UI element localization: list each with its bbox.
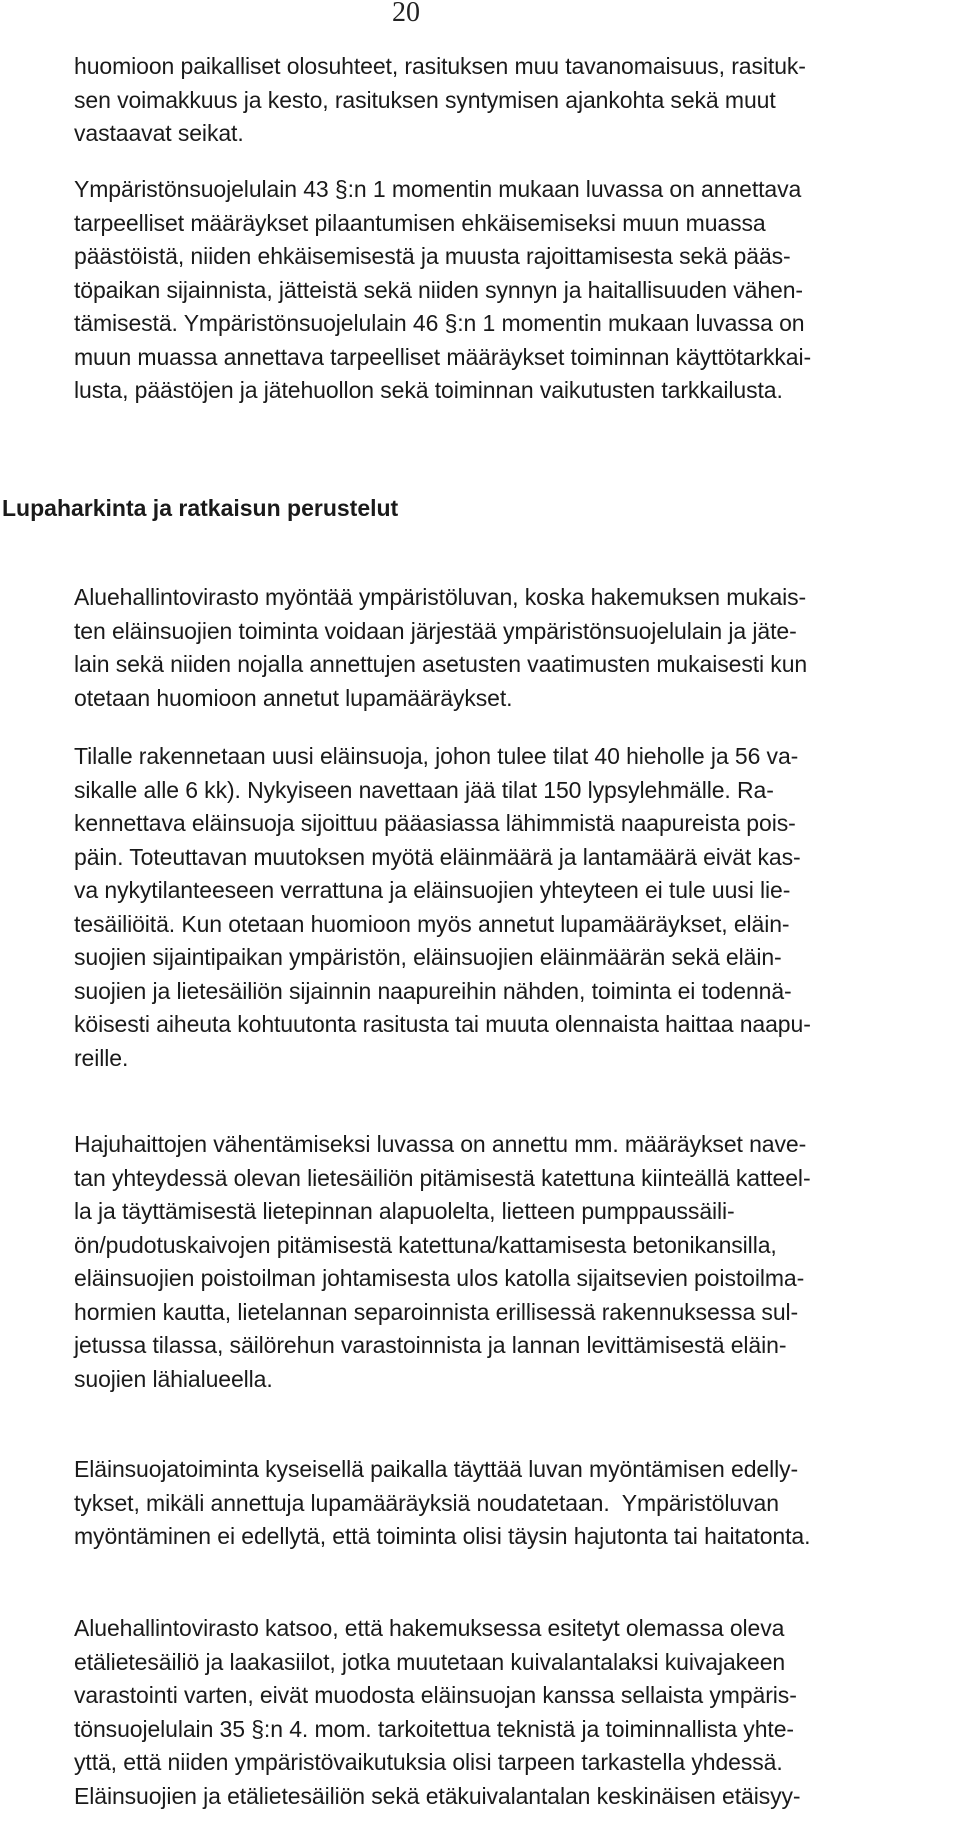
paragraph-line: tönsuojelulain 35 §:n 4. mom. tarkoitettua teknistä ja toiminnallista yhte- <box>74 1715 794 1742</box>
paragraph-permit-granted <box>74 581 954 715</box>
paragraph-line: tämisestä. Ympäristönsuojelulain 46 §:n 1 momentin mukaan luvassa on <box>74 310 805 336</box>
paragraph-line: kennettava eläinsuoja sijoittuu pääasiassa lähimmistä naapureista pois- <box>74 810 796 836</box>
paragraph-intro-continuation <box>74 50 954 151</box>
page-number: 20 <box>392 0 420 28</box>
section-heading: Lupaharkinta ja ratkaisun perustelut <box>2 495 399 521</box>
paragraph-line: töpaikan sijainnista, jätteistä sekä niiden synnyn ja haitallisuuden vähen- <box>74 276 803 303</box>
paragraph-line: yttä, että niiden ympäristövaikutuksia olisi tarpeen tarkastella yhdessä. <box>74 1749 783 1775</box>
paragraph-line: päästöistä, niiden ehkäisemisestä ja muusta rajoittamisesta sekä pääs- <box>74 243 791 269</box>
paragraph-line: eläinsuojien poistoilman johtamisesta ulos katolla sijaitsevien poistoilma- <box>74 1265 805 1291</box>
paragraph-line: reille. <box>74 1044 129 1071</box>
paragraph-storage-assessment <box>74 1612 954 1813</box>
paragraph-line: va nykytilanteeseen verrattuna ja eläinsuojien yhteyteen ei tule uusi lie- <box>74 877 791 903</box>
paragraph-line: myöntäminen ei edellytä, että toiminta olisi täysin hajutonta tai haitatonta. <box>74 1523 811 1549</box>
paragraph-line: lain sekä niiden nojalla annettujen asetusten vaatimusten mukaisesti kun <box>74 651 808 677</box>
paragraph-line: la ja täyttämisestä lietepinnan alapuolelta, lietteen pumppaussäili- <box>74 1198 735 1224</box>
paragraph-line: vastaavat seikat. <box>74 120 244 146</box>
paragraph-line: suojien lähialueella. <box>74 1365 273 1392</box>
paragraph-line: tykset, mikäli annettuja lupamääräyksiä noudatetaan. Ympäristöluvan <box>74 1489 779 1516</box>
paragraph-line: Eläinsuojatoiminta kyseisellä paikalla täyttää luvan myöntämisen edelly- <box>74 1456 799 1482</box>
paragraph-line: Aluehallintovirasto katsoo, että hakemuksessa esitetyt olemassa oleva <box>74 1615 785 1641</box>
paragraph-law-43 <box>74 173 954 408</box>
paragraph-line: lusta, päästöjen ja jätehuollon sekä toiminnan vaikutusten tarkkailusta. <box>74 377 783 403</box>
paragraph-line: Hajuhaittojen vähentämiseksi luvassa on annettu mm. määräykset nave- <box>74 1131 807 1157</box>
paragraph-line: jetussa tilassa, säilörehun varastoinnista ja lannan levittämisestä eläin- <box>74 1332 787 1358</box>
paragraph-line: Eläinsuojien ja etälietesäiliön sekä etäkuivalantalan keskinäisen etäisyy- <box>74 1782 801 1809</box>
paragraph-line: suojien sijaintipaikan ympäristön, eläinsuojien eläinmäärän sekä eläin- <box>74 944 782 970</box>
paragraph-line: Aluehallintovirasto myöntää ympäristöluvan, koska hakemuksen mukais- <box>74 584 807 610</box>
paragraph-odour-reduction <box>74 1128 954 1396</box>
paragraph-line: suojien ja lietesäiliön sijainnin naapureihin nähden, toiminta ei todennä- <box>74 977 792 1004</box>
paragraph-line: muun muassa annettava tarpeelliset määräykset toiminnan käyttötarkkai- <box>74 343 812 370</box>
paragraph-line: ön/pudotuskaivojen pitämisestä katettuna/kattamisesta betonikansilla, <box>74 1231 777 1258</box>
paragraph-line: tan yhteydessä olevan lietesäiliön pitämisestä katettuna kiinteällä katteel- <box>74 1164 811 1191</box>
paragraph-line: etälietesäiliö ja laakasiilot, jotka muutetaan kuivalantalaksi kuivajakeen <box>74 1648 786 1675</box>
paragraph-line: varastointi varten, eivät muodosta eläinsuojan kanssa sellaista ympäris- <box>74 1682 797 1708</box>
paragraph-line: Tilalle rakennetaan uusi eläinsuoja, johon tulee tilat 40 hieholle ja 56 va- <box>74 743 799 769</box>
paragraph-line: otetaan huomioon annetut lupamääräykset. <box>74 684 513 711</box>
paragraph-line: sen voimakkuus ja kesto, rasituksen syntymisen ajankohta sekä muut <box>74 86 776 113</box>
paragraph-line: sikalle alle 6 kk). Nykyiseen navettaan jää tilat 150 lypsylehmälle. Ra- <box>74 776 774 803</box>
paragraph-permit-conditions <box>74 1453 954 1554</box>
paragraph-line: ten eläinsuojien toiminta voidaan järjestää ympäristönsuojelulain ja jäte- <box>74 617 797 644</box>
paragraph-line: päin. Toteuttavan muutoksen myötä eläinmäärä ja lantamäärä eivät kas- <box>74 843 801 870</box>
paragraph-line: Ympäristönsuojelulain 43 §:n 1 momentin mukaan luvassa on annettava <box>74 176 802 202</box>
paragraph-line: köisesti aiheuta kohtuutonta rasitusta tai muuta olennaista haittaa naapu- <box>74 1011 811 1037</box>
paragraph-line: hormien kautta, lietelannan separoinnista erillisessä rakennuksessa sul- <box>74 1298 799 1325</box>
paragraph-line: huomioon paikalliset olosuhteet, rasituksen muu tavanomaisuus, rasituk- <box>74 53 806 79</box>
paragraph-new-animal-shelter <box>74 740 954 1075</box>
paragraph-line: tesäiliöitä. Kun otetaan huomioon myös annetut lupamääräykset, eläin- <box>74 910 790 937</box>
paragraph-line: tarpeelliset määräykset pilaantumisen ehkäisemiseksi muun muassa <box>74 209 766 236</box>
